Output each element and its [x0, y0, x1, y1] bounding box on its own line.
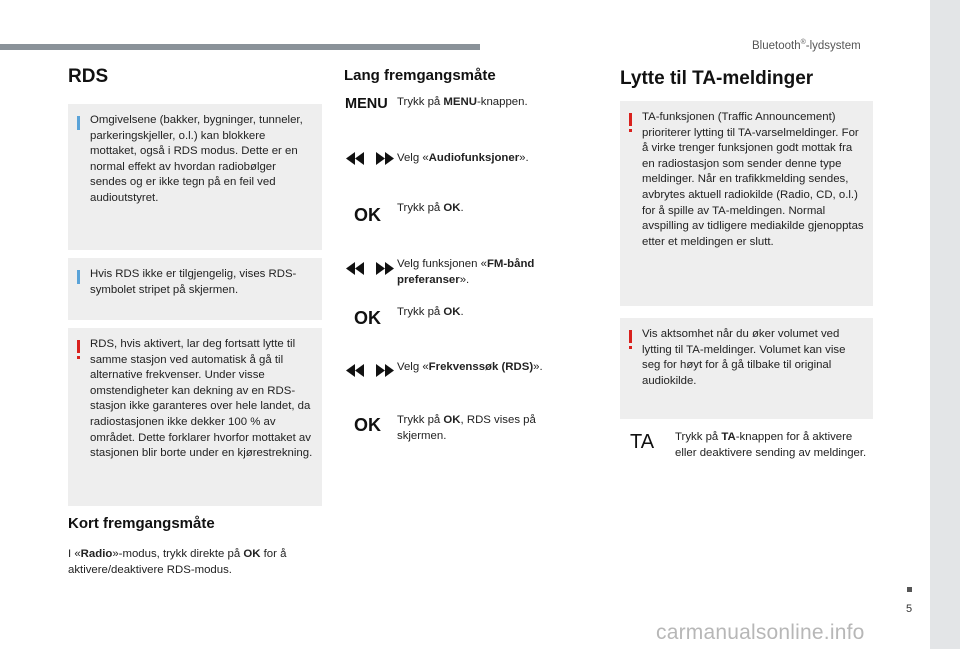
- page-end-marker: [907, 587, 912, 592]
- menu-button-icon: MENU: [345, 96, 388, 112]
- step-2-text: Velg «Audiofunksjoner».: [397, 152, 529, 164]
- short-procedure-text: I «Radio»-modus, trykk direkte på OK for å aktivere/deaktivere RDS-modus.: [68, 548, 287, 576]
- step-5-text: Trykk på OK.: [397, 306, 464, 318]
- step-1-text: Trykk på MENU-knappen.: [397, 96, 528, 108]
- ta-info-note-text: TA-funksjonen (Traffic Announcement) prioriterer lytting til TA-varselmeldinger. For å virke trenger funksjonen godt mottak fra en radiostasjon som sender denne type meldinger. Når en trafikkmelding sendes, avbrytes aktuell radiokilde (Radio, CD, o.l.) for å spille av TA-meldingen. Normal avspilling av tidligere mediakilde gjenopptas etter et meldingen er slutt.: [642, 111, 864, 248]
- left-right-arrows-icon: [346, 364, 394, 377]
- rds-info-note-1-text: Omgivelsene (bakker, bygninger, tunneler, parkeringskjeller, o.l.) kan blokkere mottaket, også i RDS modus. Dette er en normal effekt av hvordan radiobølger sendes og er ikke tegn på en feil ved audioutstyret.: [90, 114, 303, 204]
- ta-step-text: Trykk på TA-knappen for å aktivere eller deaktivere sending av meldinger.: [675, 431, 867, 459]
- ta-warning-note-text: Vis aktsomhet når du øker volumet ved lytting til TA-meldinger. Volumet kan vise seg for høyt for å gå tilbake til original audiokilde.: [642, 328, 846, 387]
- watermark: carmanualsonline.info: [656, 621, 865, 644]
- step-3-text: Trykk på OK.: [397, 202, 464, 214]
- running-header: Bluetooth®-lydsystem: [752, 39, 861, 52]
- step-7-text: Trykk på OK, RDS vises på skjermen.: [397, 414, 536, 442]
- ta-button-icon: TA: [630, 431, 655, 453]
- step-6-text: Velg «Frekvenssøk (RDS)».: [397, 361, 543, 373]
- warning-mark-icon: [629, 113, 632, 132]
- ta-warning-note: [620, 318, 873, 419]
- warning-mark-icon: [77, 340, 80, 359]
- left-right-arrows-icon: [346, 262, 394, 275]
- header-rule: [0, 44, 480, 50]
- info-mark-icon: [77, 116, 80, 130]
- rds-title: RDS: [68, 66, 109, 87]
- rds-warning-note: [68, 328, 322, 506]
- step-4-text: Velg funksjonen «FM-bånd preferanser».: [397, 258, 535, 286]
- rds-info-note-2: [68, 258, 322, 320]
- info-mark-icon: [77, 270, 80, 284]
- ta-info-note: [620, 101, 873, 306]
- long-procedure-title: Lang fremgangsmåte: [344, 67, 496, 84]
- rds-warning-note-text: RDS, hvis aktivert, lar deg fortsatt lytte til samme stasjon ved automatisk å gå til alternative frekvenser. Under visse omstendigheter kan dekning av en RDS-stasjon ikke garanteres over hele landet, da radiostasjonen ikke dekker 100 % av området. Dette forklarer hvorfor mottaket av stasjonen blir borte under en kjørestrekning.: [90, 338, 313, 460]
- page-number: 5: [906, 603, 913, 615]
- ta-title: Lytte til TA-meldinger: [620, 68, 814, 89]
- page-edge-strip: [930, 0, 960, 649]
- rds-info-note-2-text: Hvis RDS ikke er tilgjengelig, vises RDS-symbolet stripet på skjermen.: [90, 268, 297, 296]
- ok-button-icon: OK: [354, 205, 381, 225]
- warning-mark-icon: [629, 330, 632, 349]
- ok-button-icon: OK: [354, 308, 381, 328]
- rds-info-note-1: [68, 104, 322, 250]
- short-procedure-title: Kort fremgangsmåte: [68, 515, 215, 532]
- left-right-arrows-icon: [346, 152, 394, 165]
- ok-button-icon: OK: [354, 415, 381, 435]
